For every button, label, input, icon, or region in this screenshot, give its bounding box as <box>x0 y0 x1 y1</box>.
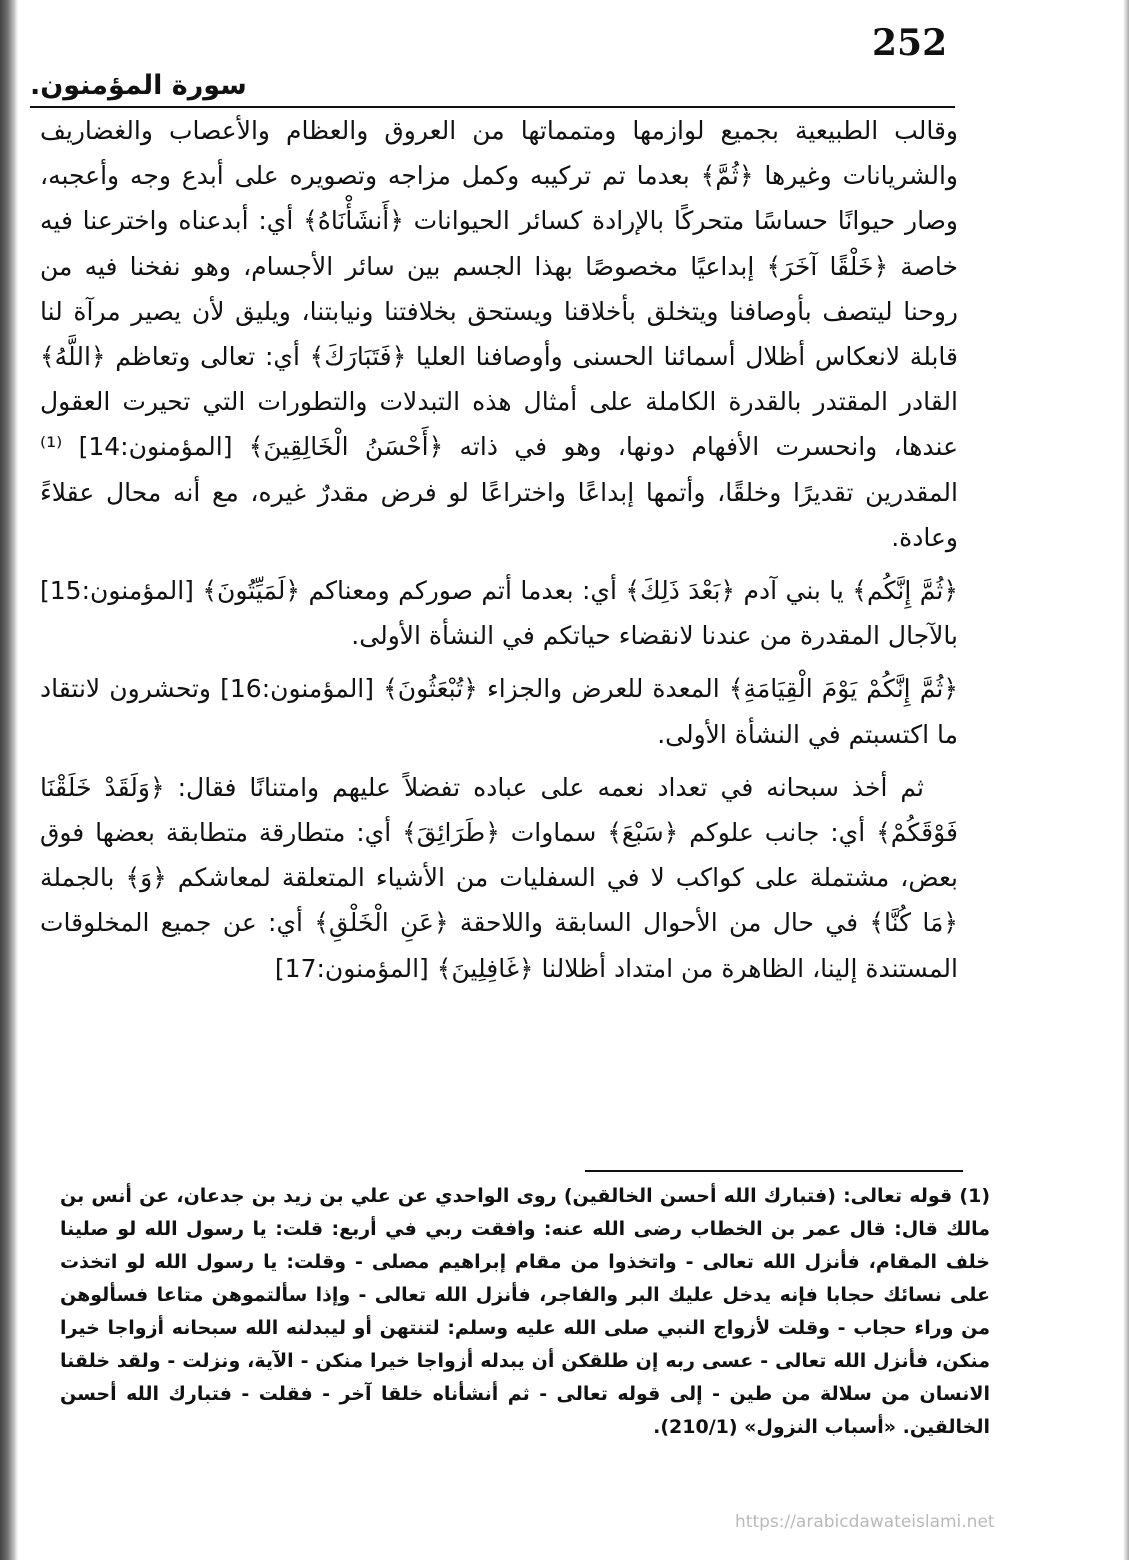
paragraph: ﴿ثُمَّ إِنَّكُمْ يَوْمَ الْقِيَامَةِ﴾ المعدة للعرض والجزاء ﴿تُبْعَثُونَ﴾ [المؤمنون:16] وتحشرون لانتقاد ما اكتسبتم في النشأة الأولى. <box>40 674 959 749</box>
paragraph: وقالب الطبيعية بجميع لوازمها ومتمماتها من العروق والعظام والأعصاب والغضاريف والشريانات وغيرها ﴿ثُمَّ﴾ بعدما تم تركيبه وكمل مزاجه وتصويره على أبدع وجه وأعجبه، وصار حيوانًا حساسًا متحركًا بالإرادة كسائر الحيوانات ﴿أَنشَأْنَاهُ﴾ أي: أبدعناه واخترعنا فيه خاصة ﴿خَلْقًا آخَرَ﴾ إبداعيًا مخصوصًا بهذا الجسم بين سائر الأجسام، وهو نفخنا فيه من روحنا ليتصف بأوصافنا ويتخلق بأخلاقنا ويستحق بخلافتنا ونيابتنا، ويليق لأن يصير مرآة لنا قابلة لانعكاس أظلال أسمائنا الحسنى وأوصافنا العليا ﴿فَتَبَارَكَ﴾ أي: تعالى وتعاظم ﴿اللَّهُ﴾ القادر المقتدر بالقدرة الكاملة على أمثال هذه التبدلات والتطورات التي تحيرت العقول عندها، وانحسرت الأفهام دونها، وهو في ذاته ﴿أَحْسَنُ الْخَالِقِينَ﴾ [المؤمنون:14] ⁽¹⁾ المقدرين تقديرًا وخلقًا، وأتمها إبداعًا واختراعًا لو فرض مقدرٌ غيره، مع أنه محال عقلاءً وعادة. <box>40 116 958 552</box>
running-header-title: سورة المؤمنون. <box>30 70 247 101</box>
scan-right-edge <box>1123 0 1129 1560</box>
footnotes <box>60 1180 990 1444</box>
paragraph: ﴿ثُمَّ إِنَّكُم﴾ يا بني آدم ﴿بَعْدَ ذَلِكَ﴾ أي: بعدما أتم صوركم ومعناكم ﴿لَمَيِّتُونَ﴾ [المؤمنون:15] بالآجال المقدرة من عندنا لانقضاء حياتكم في النشأة الأولى. <box>40 576 958 651</box>
page-number: 252 <box>872 22 948 64</box>
scan-shadow-edge <box>0 0 18 1560</box>
main-text-body <box>40 108 958 991</box>
footnote-rule <box>585 1170 963 1172</box>
watermark-url: https://arabicdawateislami.net <box>735 1512 995 1532</box>
footnote-1: (1) قوله تعالى: (فتبارك الله أحسن الخالقين) روى الواحدي عن علي بن زيد بن جدعان، عن أنس بن مالك قال: قال عمر بن الخطاب رضى الله عنه: وافقت ربي في أربع: قلت: يا رسول الله لو صلينا خلف المقام، فأنزل الله تعالى - واتخذوا من مقام إبراهيم مصلى - وقلت: يا رسول الله لو اتخذت على نسائك حجابا فإنه يدخل عليك البر والفاجر، فأنزل الله تعالى - وإذا سألتموهن متاعا فسألوهن من وراء حجاب - وقلت لأزواج النبي صلى الله عليه وسلم: لتنتهن أو ليبدلنه الله سبحانه أزواجا خيرا منكن، فأنزل الله تعالى - عسى ربه إن طلقكن أن يبدله أزواجا خيرا منكن - الآية، ونزلت - ولقد خلقنا الانسان من سلالة من طين - إلى قوله تعالى - ثم أنشأناه خلقا آخر - فقلت - فتبارك الله أحسن الخالقين. «أسباب النزول» (210/1). <box>60 1185 990 1438</box>
paragraph: ثم أخذ سبحانه في تعداد نعمه على عباده تفضلاً عليهم وامتنانًا فقال: ﴿وَلَقَدْ خَلَقْنَا فَوْقَكُمْ﴾ أي: جانب علوكم ﴿سَبْعَ﴾ سماوات ﴿طَرَائِقَ﴾ أي: متطارقة متطابقة بعضها فوق بعض، مشتملة على كواكب لا في السفليات من الأشياء المتعلقة لمعاشكم ﴿وَ﴾ بالجملة ﴿مَا كُنَّا﴾ في حال من الأحوال السابقة واللاحقة ﴿عَنِ الْخَلْقِ﴾ أي: عن جميع المخلوقات المستندة إلينا، الظاهرة من امتداد أظلالنا ﴿غَافِلِينَ﴾ [المؤمنون:17] <box>40 772 958 983</box>
